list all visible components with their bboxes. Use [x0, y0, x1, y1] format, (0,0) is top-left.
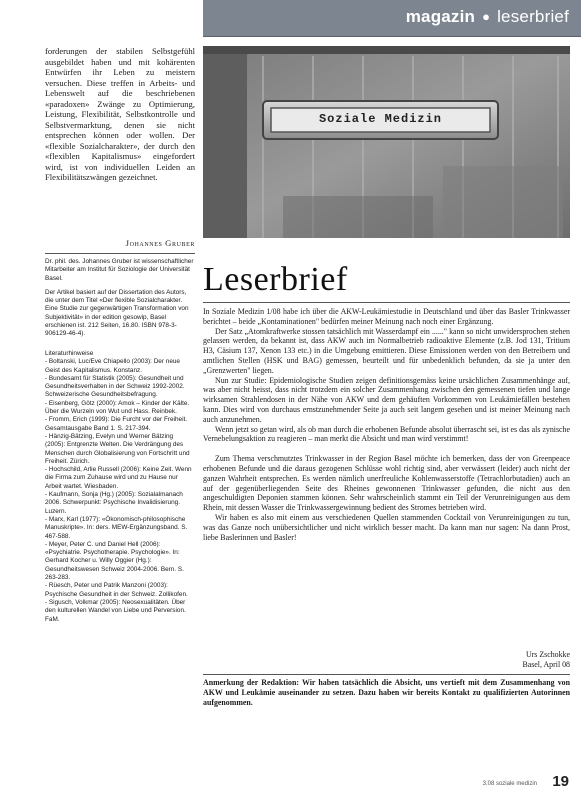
- divider: [203, 302, 570, 303]
- letter-paragraph: Nun zur Studie: Epidemiologische Studien zeigen definitionsgemäss keine ursächlichen Zusammenhänge auf, was aber nicht heisst, dass nicht trotzdem ein solcher Zusammenhang zwischen den gemessenen tiefen und lange wirksamen Strahlendosen in der Nähe von AKW und dem gehäuften Vorkommen von Leukämiefällen bestehen kann. Dies wird von durchaus ernstzunehmender Seite ja auch seit langem gesehen und ist meiner Meinung nach auch anzunehmen.: [203, 375, 570, 424]
- bio-paragraph: Der Artikel basiert auf der Dissertation des Autors, die unter dem Titel «Der flexible Sozialcharakter. Eine Studie zur gegenwärtigen Transformation von Subjektivität» in der edition gesowip, Basel erschienen ist. 212 Seiten, 16.80. ISBN 978-3-906129-46-4).: [45, 288, 189, 338]
- literature-list: [45, 350, 195, 624]
- issue-label: 3.08 soziale medizin: [482, 781, 537, 787]
- letter-paragraph: Wir haben es also mit einem aus verschiedenen Quellen stammenden Cocktail von Verunreinigungen zu tun, was das Ganze noch unübersichtlicher und nicht wirklich besser macht. Da kann man nur sagen: Na dann Prost, liebe Baslerinnen und Basler!: [203, 512, 570, 542]
- literature-item: - Eisenberg, Götz (2000): Amok – Kinder der Kälte. Über die Wurzeln von Wut und Hass. Reinbek.: [45, 399, 190, 416]
- letter-paragraph: Zum Thema verschmutztes Trinkwasser in der Region Basel möchte ich bemerken, dass der von Greenpeace erhobenen Befunde und die daraus gezogenen Schlüsse wohl richtig sind, aber verwässert (leider) auch nicht der ganzen Wahrheit entsprechen. Es werden nämlich unerfreuliche Kohlenwasserstoffe (Tetrachlorbutadien) auch an auf der gegenüberliegenden Seite des Rheines gewonnenen Trinkwasser gefunden, die nicht aus den angeschuldigten Deponien stammen können. Sehr wahrscheinlich stammt ein Teil der Verunreinigungen aus dem Rhein, mit dessen Wasser die Trinkwassergewinnung bedient des Stromes betrieben wird.: [203, 454, 570, 513]
- page-number: 19: [552, 773, 569, 790]
- literature-item: - Marx, Karl (1977): «Ökonomisch-philosophische Manuskripte». In: ders. MEW-Ergänzungsband. S. 467-588.: [45, 515, 188, 540]
- page-footer: [0, 776, 581, 800]
- letter-body: [203, 307, 570, 542]
- section-name: magazin: [405, 7, 476, 26]
- mailbox-illustration: [203, 46, 570, 238]
- divider: [203, 674, 570, 675]
- literature-item: - Meyer, Peter C. und Daniel Hell (2006): «Psychiatrie. Psychotherapie. Psychologie». In: Gerhard Kocher u. Willy Oggier (Hg.): Gesundheitswesen Schweiz 2004-2006. Bern. S. 263-283.: [45, 540, 184, 582]
- letter-paragraph: Der Satz „Atomkraftwerke stossen tatsächlich mit Wasserdampf ein ......" kann so nicht unwidersprochen stehen gelassen werden, da bekannt ist, dass AKW auch im Normalbetrieb radioaktive Elemente (z.B. Jod 131, Tritium H3, Cäsium 137, Xenon 133 etc.) in die Umgebung emittieren. Diese Emissionen werden von den Betreibern und amtlichen Stellen (HSK und BAG) gemessen, beurteilt und für unbedenklich befunden, da sie ja unter den „Grenzwerten" liegen.: [203, 326, 570, 375]
- section-header: [406, 7, 569, 27]
- name-plate: Soziale Medizin: [318, 112, 443, 126]
- page-title: Leserbrief: [203, 261, 348, 298]
- literature-item: - Hänzig-Bätzing, Evelyn und Werner Bätzing (2005): Entgrenzte Welten. Die Verdrängung des Menschen durch Globalisierung von Fortschritt und Freiheit. Zürich.: [45, 432, 190, 465]
- literature-item: - Kaufmann, Sonja (Hg.) (2005): Sozialalmanach 2006. Schwerpunkt: Psychische Invalidisierung. Luzern.: [45, 491, 183, 515]
- signature-place: Basel, April 08: [522, 660, 570, 669]
- literature-item: - Fromm, Erich (1999): Die Furcht vor der Freiheit. Gesamtausgabe Band 1. S. 217-394.: [45, 416, 188, 432]
- literature-item: - Sigusch, Volkmar (2005): Neosexualitäten. Über den kulturellen Wandel von Liebe und Perversion. FaM.: [45, 598, 186, 623]
- letter-paragraph: In Soziale Medizin 1/08 habe ich über die AKW-Leukämiestudie in Deutschland und über das Basler Trinkwasser berichtet – beide „Kontaminationen" bedürfen meiner Meinung nach noch einer Ergänzung.: [203, 307, 570, 326]
- signature-name: Urs Zschokke: [525, 650, 570, 659]
- section-header-bar: [203, 0, 581, 37]
- subsection-name: leserbrief: [497, 7, 569, 26]
- literature-item: - Hochschild, Arlie Russell (2006): Keine Zeit. Wenn die Firma zum Zuhause wird und zu Hause nur Arbeit wartet. Wiesbaden.: [45, 466, 192, 490]
- editor-note: Anmerkung der Redaktion: Wir haben tatsächlich die Absicht, uns vertieft mit dem Zusammenhang von AKW und Leukämie auseinander zu setzen. Dazu haben wir bereits Kontakt zu qualifizierten Autorinnen aufgenommen.: [203, 678, 570, 707]
- article-author: Johannes Gruber: [125, 238, 195, 248]
- article-continuation: [45, 46, 195, 183]
- bullet-separator: ●: [482, 9, 491, 24]
- literature-item: - Bundesamt für Statistik (2005): Gesundheit und Gesundheitsverhalten in der Schweiz 1992-2002. Schweizerische Gesundheitsbefragung.: [45, 374, 185, 399]
- literature-heading: Literaturhinweise: [45, 350, 94, 357]
- continuation-paragraph: forderungen der stabilen Selbstgefühl ausgebildet haben und mit kohärenten Entwürfen ihr Leben zu meistern versuchen. Diese treffen in Arbeits- und Lebenswelt auf die beschriebenen «paradoxen» Zwänge zu Optimierung, Leistung, Flexibilität, Selbstkontrolle und Selbstvermarktung, denen sie nicht entsprechen können oder wollen. Der «flexible Sozialcharakter», der durch den «flexiblen Kapitalismus» eingefordert wird, ist von individuellen Leiden an Flexibilitätszwängen gezeichnet.: [45, 46, 195, 182]
- literature-item: - Boltanski, Luc/Eve Chiapello (2003): Der neue Geist des Kapitalismus. Konstanz.: [45, 358, 180, 374]
- author-bio: [45, 258, 195, 345]
- letter-paragraph: Wenn jetzt so getan wird, als ob man durch die erhobenen Befunde absolut überrascht sei, ist es das als zynische Vernebelungsaktion zu reagieren – man merkt die Absicht und man wird verstimmt!: [203, 424, 570, 444]
- divider: [45, 253, 195, 254]
- letter-signature: [522, 650, 570, 670]
- literature-item: - Rüesch, Peter und Patrik Manzoni (2003): Psychische Gesundheit in der Schweiz. Zollikofen.: [45, 582, 188, 598]
- bio-paragraph: Dr. phil. des. Johannes Gruber ist wissenschaftlicher Mitarbeiter am Institut für Soziologie der Universität Basel.: [45, 258, 194, 282]
- mailbox-photo: [203, 46, 570, 238]
